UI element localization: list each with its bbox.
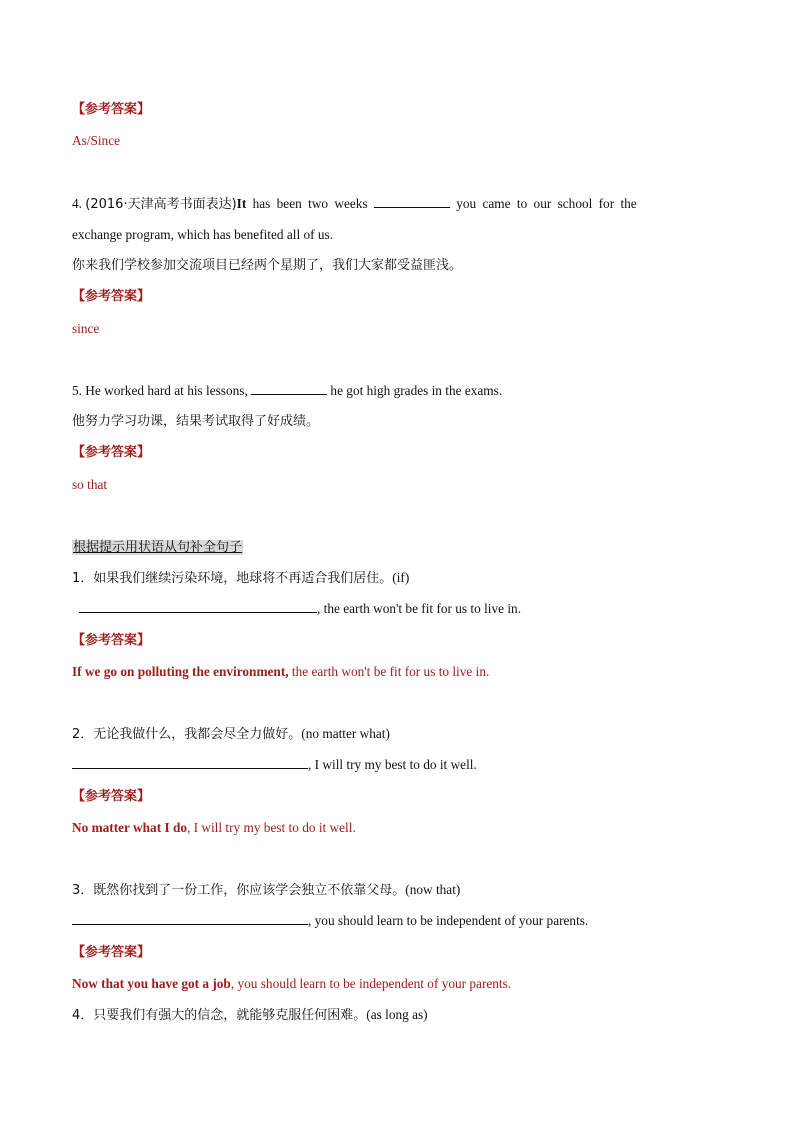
question-number: 4． — [72, 1008, 94, 1023]
answer-blank[interactable] — [72, 756, 308, 769]
answer-text: the earth won't be fit for us to live in. — [288, 664, 490, 679]
section-blank-line-2 — [72, 756, 722, 774]
question-number: 2． — [72, 727, 94, 742]
question-chinese: 既然你找到了一份工作，你应该学会独立不依靠父母。 — [93, 883, 406, 898]
answer-text: , you should learn to be independent of your parents. — [230, 976, 512, 991]
section-answer-2 — [72, 819, 722, 837]
answer-bold: No matter what I do — [72, 820, 187, 835]
answer-text: since — [72, 321, 100, 336]
question-5-chinese: 他努力学习功课，结果考试取得了好成绩。 — [72, 414, 320, 429]
section-question-1 — [72, 569, 722, 588]
question-hint: (no matter what) — [301, 726, 390, 741]
answer-bold: If we go on polluting the environment, — [72, 664, 289, 679]
section-blank-line-1 — [79, 600, 722, 618]
question-chinese: 只要我们有强大的信念，就能够克服任何困难。 — [93, 1008, 367, 1023]
question-hint: (as long as) — [366, 1007, 428, 1022]
answer-blank[interactable] — [79, 600, 317, 613]
question-text: , the earth won't be fit for us to live in. — [317, 601, 522, 616]
answer-label: 【参考答案】 — [72, 633, 151, 648]
question-text-bold: It — [236, 196, 247, 211]
question-chinese: 如果我们继续污染环境，地球将不再适合我们居住。 — [93, 571, 393, 586]
question-hint: (now that) — [405, 882, 461, 897]
answer-label: 【参考答案】 — [72, 102, 151, 117]
question-text: he got high grades in the exams. — [327, 383, 503, 398]
answer-label: 【参考答案】 — [72, 789, 151, 804]
question-number: 1． — [72, 571, 94, 586]
question-text: you came to our school for the — [449, 196, 637, 211]
question-4-line-2: exchange program, which has benefited all of us. — [72, 227, 334, 242]
section-heading — [72, 538, 722, 557]
section-question-2 — [72, 725, 722, 744]
answer-blank[interactable] — [374, 195, 450, 208]
answer-text: , I will try my best to do it well. — [186, 820, 356, 835]
answer-text: As/Since — [72, 133, 121, 148]
question-number: 3． — [72, 883, 94, 898]
question-source: (2016·天津高考书面表达) — [85, 197, 237, 212]
answer-blank[interactable] — [72, 912, 308, 925]
question-text: has been two weeks — [246, 196, 374, 211]
question-text: 5. He worked hard at his lessons, — [72, 383, 252, 398]
question-4-line-1 — [72, 195, 722, 214]
question-hint: (if) — [392, 570, 410, 585]
question-chinese: 无论我做什么，我都会尽全力做好。 — [93, 727, 302, 742]
question-number: 4. — [72, 196, 86, 211]
section-answer-1 — [72, 663, 722, 681]
question-5-line — [72, 382, 722, 400]
section-question-4 — [72, 1006, 722, 1025]
question-4-chinese: 你来我们学校参加交流项目已经两个星期了，我们大家都受益匪浅。 — [72, 258, 463, 273]
section-blank-line-3 — [72, 912, 722, 930]
section-answer-3 — [72, 975, 722, 993]
answer-label: 【参考答案】 — [72, 945, 151, 960]
question-text: , I will try my best to do it well. — [308, 757, 477, 772]
answer-label: 【参考答案】 — [72, 289, 151, 304]
question-text: , you should learn to be independent of your parents. — [308, 913, 589, 928]
section-title: 根据提示用状语从句补全句子 — [73, 540, 243, 555]
section-question-3 — [72, 881, 722, 900]
answer-bold: Now that you have got a job — [72, 976, 231, 991]
answer-label: 【参考答案】 — [72, 445, 151, 460]
answer-text: so that — [72, 477, 108, 492]
answer-blank[interactable] — [251, 382, 327, 395]
